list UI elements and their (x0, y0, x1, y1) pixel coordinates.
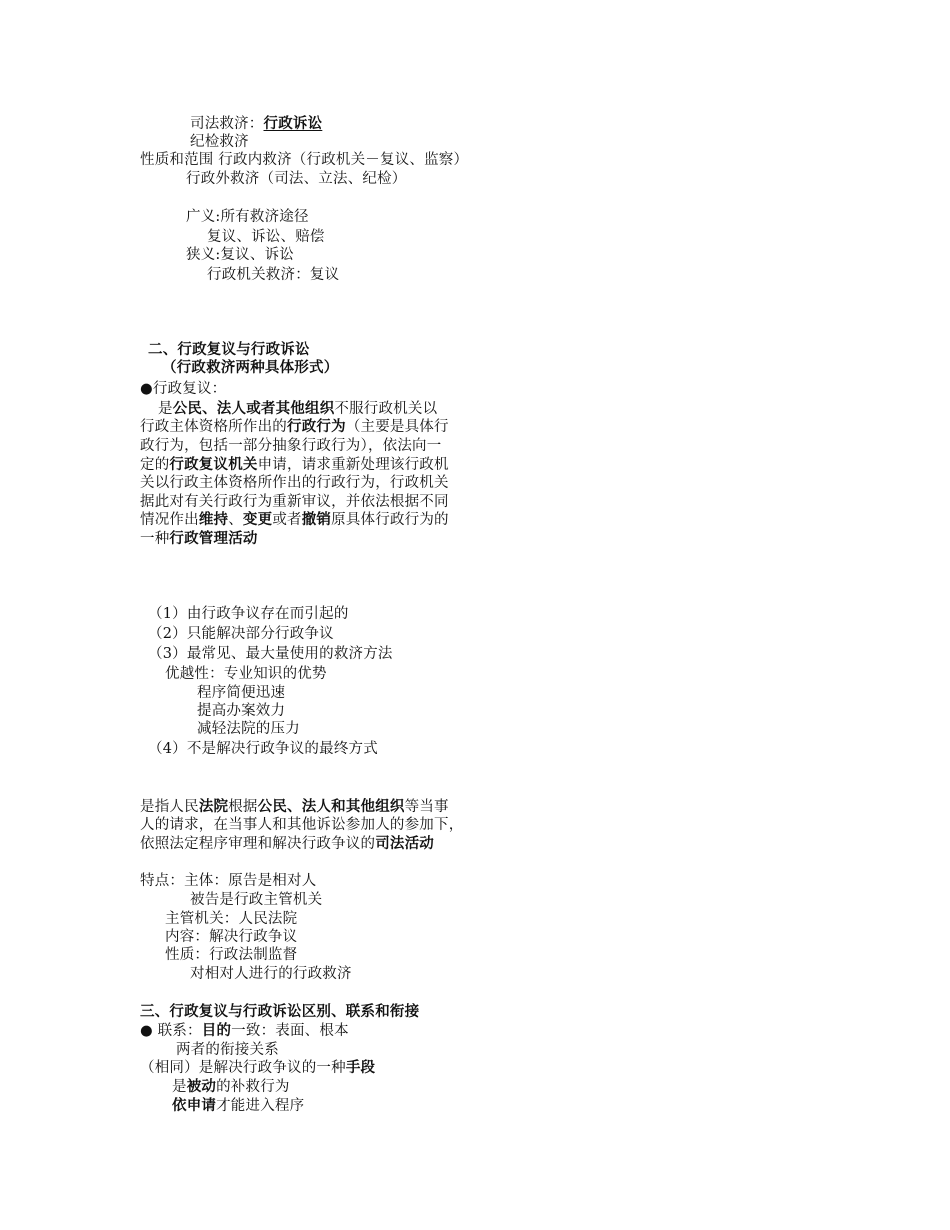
litigation-def-line-1: 是指人民法院根据公民、法人和其他组织等当事 (140, 798, 449, 815)
definition-line-7: 情况作出维持、变更或者撤销原具体行政行为的 (140, 511, 449, 528)
common-means-line: （相同）是解决行政争议的一种手段 (140, 1059, 376, 1076)
connection-line: 两者的衔接关系 (176, 1042, 279, 1058)
feature-1: （1）由行政争议存在而引起的 (148, 606, 349, 622)
narrow-sense-line: 狭义:复议、诉讼 (186, 247, 294, 263)
broad-sense-items-line: 复议、诉讼、赔偿 (207, 229, 325, 245)
discipline-relief-line: 纪检救济 (190, 134, 249, 150)
definition-line-8: 一种行政管理活动 (140, 530, 258, 547)
relief-for-counterpart-line: 对相对人进行的行政救济 (190, 966, 352, 982)
advantage-item-2: 提高办案效力 (197, 703, 286, 719)
authority-line: 主管机关：人民法院 (165, 911, 298, 927)
advantage-item-1: 程序简便迅速 (197, 685, 286, 701)
content-line: 内容：解决行政争议 (165, 929, 298, 945)
feature-2: （2）只能解决部分行政争议 (148, 626, 334, 642)
broad-sense-line: 广义:所有救济途径 (186, 209, 309, 225)
definition-line-4: 定的行政复议机关申请，请求重新处理该行政机 (140, 456, 449, 473)
definition-line-2: 行政主体资格所作出的行政行为（主要是具体行 (140, 418, 449, 435)
definition-line-1: 是公民、法人或者其他组织不服行政机关以 (158, 400, 438, 417)
definition-line-5: 关以行政主体资格所作出的行政行为，行政机关 (140, 475, 449, 491)
litigation-def-line-2: 人的请求，在当事人和其他诉讼参加人的参加下， (140, 817, 464, 833)
feature-4: （4）不是解决行政争议的最终方式 (148, 741, 378, 757)
passive-remedy-line: 是被动的补救行为 (172, 1078, 290, 1095)
advantage-item-3: 减轻法院的压力 (197, 721, 300, 737)
definition-line-3: 政行为，包括一部分抽象行政行为），依法向一 (140, 438, 442, 454)
characteristics-line: 特点：主体：原告是相对人 (140, 873, 317, 889)
admin-review-label: ●行政复议： (140, 381, 227, 397)
admin-organ-relief-line: 行政机关救济：复议 (207, 267, 340, 283)
external-relief-line: 行政外救济（司法、立法、纪检） (186, 171, 407, 187)
litigation-def-line-3: 依照法定程序审理和解决行政争议的司法活动 (140, 835, 435, 852)
judicial-relief-line: 司法救济：行政诉讼 (190, 115, 323, 132)
relation-line: ● 联系：目的一致：表面、根本 (140, 1022, 349, 1039)
nature-line: 性质：行政法制监督 (165, 947, 298, 963)
nature-scope-line: 性质和范围 行政内救济（行政机关－复议、监察） (140, 152, 469, 168)
definition-line-6: 据此对有关行政行为重新审议，并依法根据不同 (140, 494, 449, 510)
defendant-line: 被告是行政主管机关 (190, 892, 323, 908)
section-3-heading: 三、行政复议与行政诉讼区别、联系和衔接 (140, 1003, 420, 1020)
section-2-subheading: （行政救济两种具体形式） (162, 359, 339, 376)
advantage-line: 优越性：专业知识的优势 (165, 666, 327, 682)
upon-application-line: 依申请才能进入程序 (172, 1097, 305, 1114)
feature-3: （3）最常见、最大量使用的救济方法 (148, 646, 393, 662)
section-2-heading: 二、行政复议与行政诉讼 (148, 341, 310, 358)
